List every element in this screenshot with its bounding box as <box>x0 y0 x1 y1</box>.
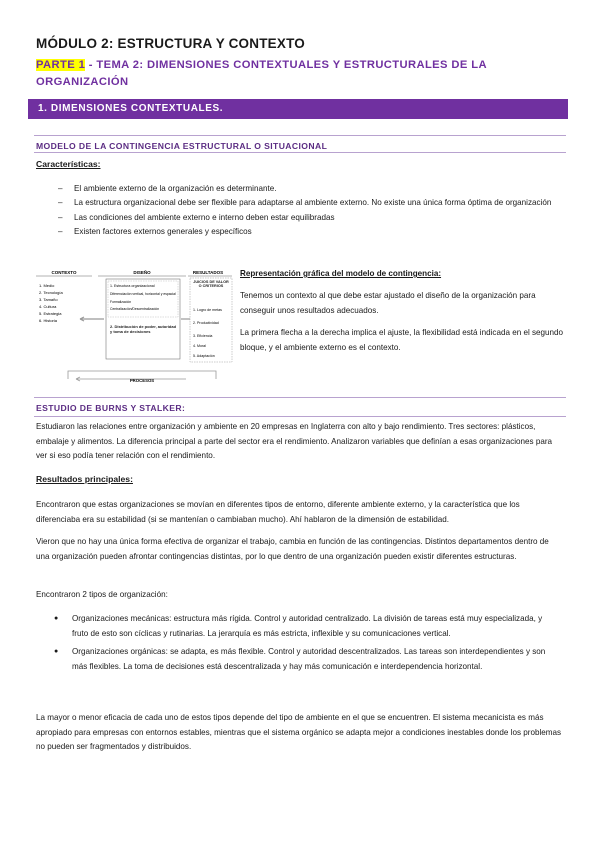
context-item: 2. Tecnología <box>39 290 63 295</box>
contingency-diagram <box>36 267 234 385</box>
modelo-heading: MODELO DE LA CONTINGENCIA ESTRUCTURAL O SITUACIONAL <box>36 141 328 151</box>
list-item: – La estructura organizacional debe ser flexible para adaptarse al ambiente externo. No existe una única forma óptima de organización <box>58 196 568 210</box>
context-item: 6. Historia <box>39 318 58 323</box>
part-highlight: PARTE 1 <box>36 59 86 71</box>
diagram-col-resultados: RESULTADOS <box>192 270 224 275</box>
caracteristicas-label: Características: <box>36 159 101 169</box>
graphic-title-text: Representación gráfica del modelo de contingencia: <box>240 269 442 278</box>
burns-paragraph-4: La mayor o menor eficacia de cada uno de estos tipos depende del tipo de ambiente en el que se encuentren. El sistema mecanicista es más apropiado para empresas con entornos estables, mientras que el sistema orgánico se adapta mejor a condiciones inestables donde los problemas no pueden ser fragmentados y distribuidos. <box>36 713 562 752</box>
graphic-paragraph-2: La primera flecha a la derecha implica el ajuste, la flexibilidad está indicada en el segundo bloque, y el ambiente externo es el contexto. <box>240 328 564 352</box>
list-item: ● Organizaciones orgánicas: se adapta, es más flexible. Control y autoridad descentralizados. Las tareas son interdependientes y son más flexibles. La toma de decisiones está descentralizada y hay más comunicación e interdependencia horizontal. <box>58 645 558 674</box>
graphic-paragraph-1: Tenemos un contexto al que debe estar ajustado el diseño de la organización para conseguir unos resultados adecuados. <box>240 291 536 315</box>
burns-paragraph-3: Encontraron 2 tipos de organización: <box>36 590 168 599</box>
result-item: 2. Productividad <box>193 321 219 325</box>
burns-bottom-rule <box>34 416 566 417</box>
module-title: MÓDULO 2: ESTRUCTURA Y CONTEXTO <box>36 36 305 51</box>
list-item: – Las condiciones del ambiente externo e interno deben estar equilibradas <box>58 211 568 225</box>
caracteristicas-list <box>58 182 568 240</box>
section-bar: 1. DIMENSIONES CONTEXTUALES. <box>28 99 568 119</box>
diagram-col-contexto: CONTEXTO <box>51 270 77 275</box>
design-item: 1. Estructura organizacional <box>110 284 155 288</box>
burns-top-rule <box>34 397 566 398</box>
modelo-top-rule <box>34 135 566 136</box>
burns-paragraph-1: Encontraron que estas organizaciones se movían en diferentes tipos de entorno, diferente ambiente externo, y la característica que los diferenciaba era su estabilidad (si se mantenían o cambiaban mucho). Ahí hablaron de la dimensión de estabilidad. <box>36 500 520 524</box>
design-item: Formalización <box>110 300 132 304</box>
result-item: 1. Logro de metas <box>193 308 222 312</box>
context-item: 1. Medio <box>39 283 55 288</box>
context-item: 4. Cultura <box>39 304 57 309</box>
organization-types-list <box>58 612 558 678</box>
graphic-title <box>240 267 566 282</box>
list-item: ● Organizaciones mecánicas: estructura más rígida. Control y autoridad centralizado. La división de tareas está muy especializada, y fruto de esto son cíclicas y rutinarias. La jerarquía es más estricta, inflexible y su comunicaciones vertical. <box>58 612 558 641</box>
burns-intro: Estudiaron las relaciones entre organización y ambiente en 20 empresas en Inglaterra con alto y bajo rendimiento. Tres sectores: plásticos, embalaje y alimentos. La diferencia principal a parte del sector era el rendimiento. Analizaron variables que definían a esas organizaciones para ver si eso podía tener relación con el rendimiento. <box>36 422 553 461</box>
context-item: 5. Estrategia <box>39 311 62 316</box>
modelo-bottom-rule <box>34 152 566 153</box>
design-power-item: 2. Distribución de poder, autoridad y toma de decisiones <box>110 325 176 334</box>
results-label: Resultados principales: <box>36 474 133 484</box>
contingency-diagram-svg <box>36 267 234 385</box>
result-item: 5. Adaptación <box>193 354 215 358</box>
diagram-process-label: PROCESOS <box>129 378 155 383</box>
result-item: 4. Moral <box>193 344 206 348</box>
result-item: 3. Eficiencia <box>193 334 213 338</box>
design-item: Centralización/Descentralización <box>110 307 160 311</box>
topic-subtitle <box>36 57 556 91</box>
list-item: – El ambiente externo de la organización es determinante. <box>58 182 568 196</box>
burns-paragraph-2: Vieron que no hay una única forma efectiva de organizar el trabajo, cambia en función de las contingencias. Distintos departamentos dentro de una organización pueden afrontar contingencias distintas, por lo que dentro de una organización pueden existir diferentes estructuras. <box>36 537 549 561</box>
subtitle-text: - TEMA 2: DIMENSIONES CONTEXTUALES Y ESTRUCTURALES DE LA ORGANIZACIÓN <box>36 59 487 88</box>
results-criteria-box: JUICIOS DE VALOR O CRITERIOS <box>193 280 229 289</box>
design-item: Diferenciación vertical, horizontal y espacial <box>110 292 176 296</box>
burns-heading: ESTUDIO DE BURNS Y STALKER: <box>36 403 186 413</box>
context-item: 3. Tamaño <box>39 297 58 302</box>
list-item: – Existen factores externos generales y específicos <box>58 225 568 239</box>
diagram-col-diseno: DISEÑO <box>133 270 151 275</box>
